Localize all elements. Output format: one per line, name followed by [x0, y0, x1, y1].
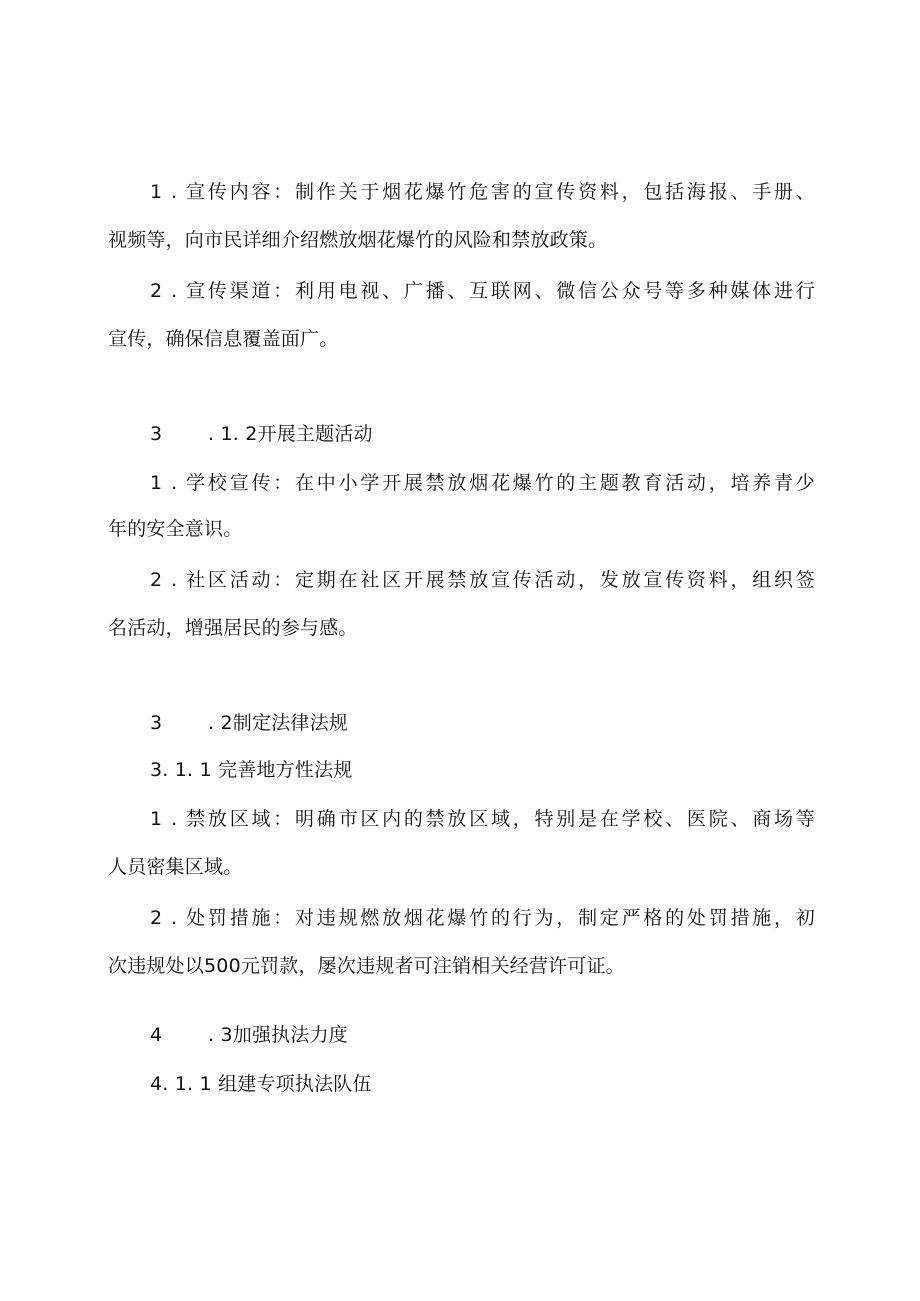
section-heading-text: . 3加强执法力度	[208, 1024, 348, 1046]
paragraph-line: 1 . 禁放区域：明确市区内的禁放区域，特别是在学校、医院、商场等	[150, 808, 815, 830]
paragraph-line: 次违规处以500元罚款，屡次违规者可注销相关经营许可证。	[108, 955, 625, 977]
subsection-heading: 4. 1. 1 组建专项执法队伍	[150, 1073, 372, 1095]
paragraph-line: 1 . 学校宣传：在中小学开展禁放烟花爆竹的主题教育活动，培养青少	[150, 472, 815, 494]
subsection-heading: 3. 1. 1 完善地方性法规	[150, 759, 353, 781]
paragraph-line: 2 . 宣传渠道：利用电视、广播、互联网、微信公众号等多种媒体进行	[150, 280, 815, 302]
section-heading	[150, 1023, 348, 1047]
paragraph-line: 宣传，确保信息覆盖面广。	[108, 328, 339, 350]
section-heading-text: . 2制定法律法规	[208, 712, 348, 734]
section-heading	[150, 711, 348, 735]
paragraph-line: 视频等，向市民详细介绍燃放烟花爆竹的风险和禁放政策。	[108, 229, 608, 251]
paragraph-line: 年的安全意识。	[108, 518, 243, 540]
paragraph-line: 人员密集区域。	[108, 856, 243, 878]
paragraph-line: 名活动，增强居民的参与感。	[108, 617, 358, 639]
paragraph-line: 1 . 宣传内容：制作关于烟花爆竹危害的宣传资料，包括海报、手册、	[150, 181, 815, 203]
paragraph-line: 2 . 社区活动：定期在社区开展禁放宣传活动，发放宣传资料，组织签	[150, 569, 815, 591]
section-heading-number: 4	[150, 1024, 163, 1046]
section-heading-number: 3	[150, 423, 163, 445]
paragraph-line: 2 . 处罚措施：对违规燃放烟花爆竹的行为，制定严格的处罚措施，初	[150, 907, 815, 929]
section-heading	[150, 422, 373, 446]
section-heading-text: . 1. 2开展主题活动	[208, 423, 373, 445]
section-heading-number: 3	[150, 712, 163, 734]
